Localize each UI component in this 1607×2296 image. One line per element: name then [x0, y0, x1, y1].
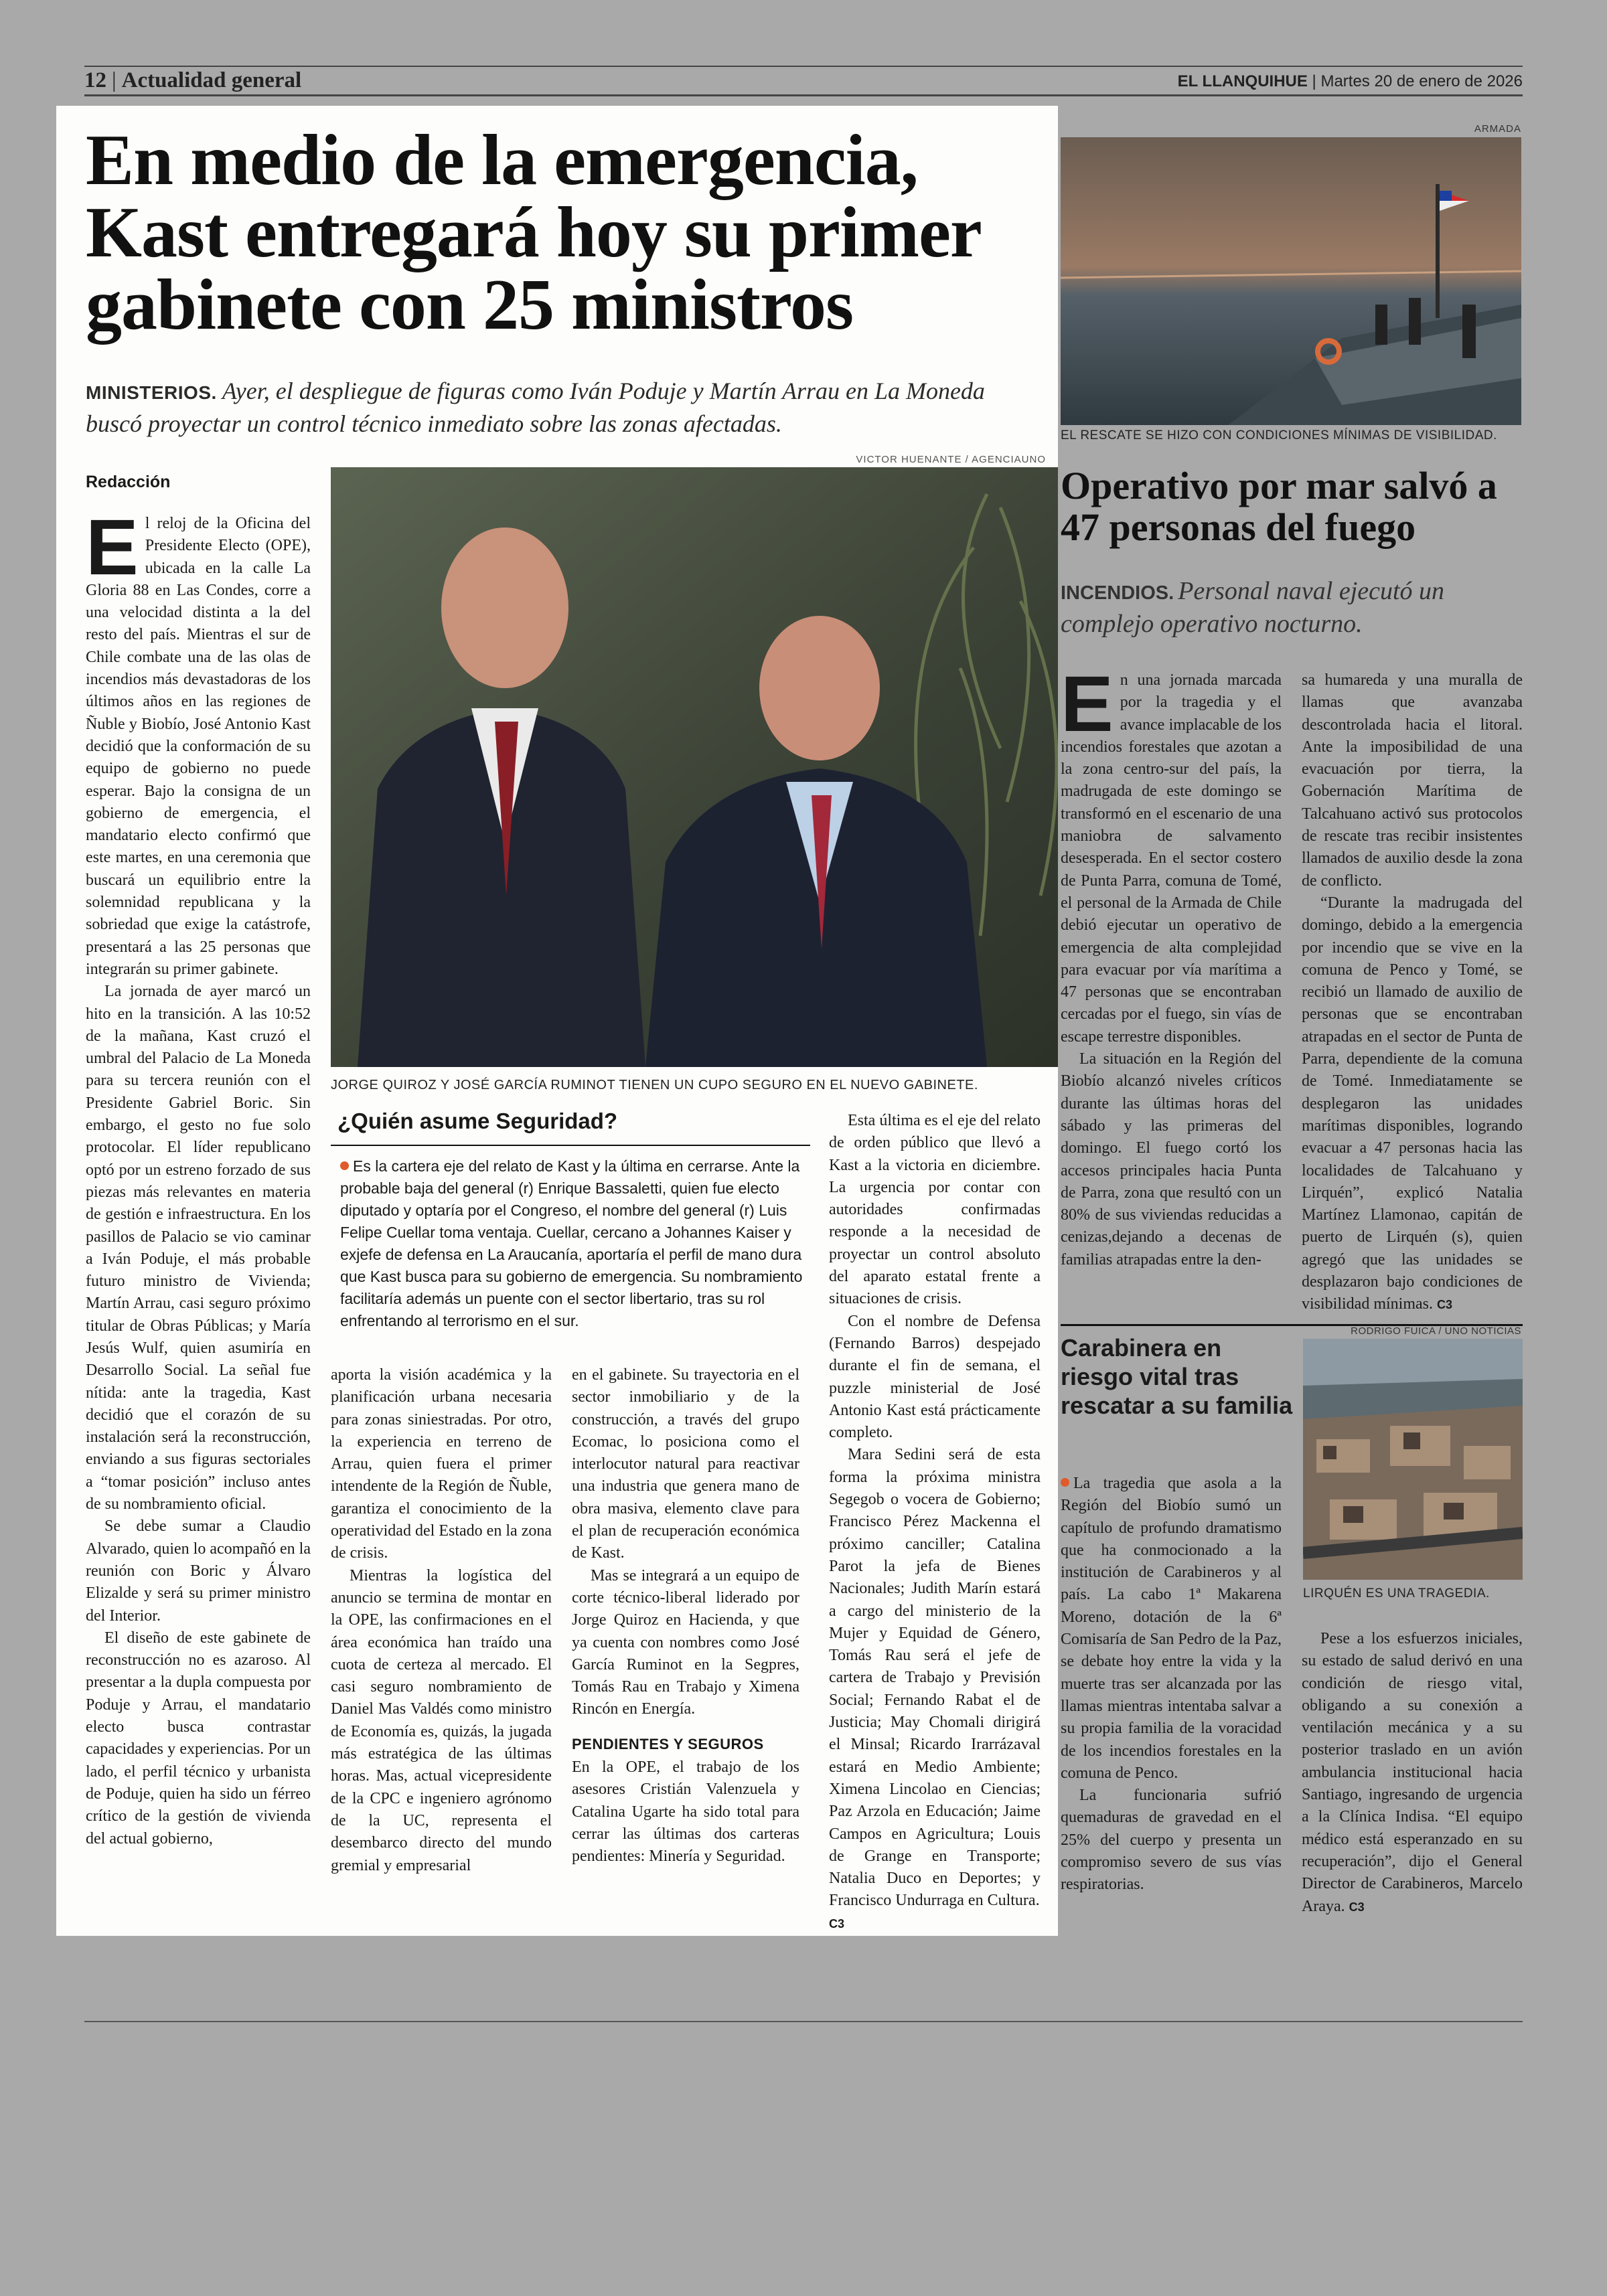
deck-text: Ayer, el despliegue de figuras como Iván Poduje y Martín Arrau en La Moneda buscó proyectar un control técnico inmediato sobre las zonas afectadas. — [86, 378, 985, 437]
brief-photo-credit: RODRIGO FUICA / UNO NOTICIAS — [1351, 1325, 1521, 1337]
article-column-1 — [86, 503, 311, 1850]
side-deck — [1061, 576, 1523, 639]
paper-date: EL LLANQUIHUE | Martes 20 de enero de 2026 — [1177, 72, 1523, 90]
paragraph: aporta la visión académica y la planificación urbana necesaria para zonas siniestradas. Por otro, la experiencia en terreno de Arrau, quien fuera el primer intendente de la Región de Ñuble, garantiza el conocimiento de la operatividad del Estado en la zona de crisis. — [331, 1366, 552, 1562]
issue-date: Martes 20 de enero de 2026 — [1320, 72, 1523, 90]
paragraph: en el gabinete. Su trayectoria en el sector inmobiliario y de la construcción, a través del grupo Ecomac, lo posiciona como el interlocutor natural para reactivar una industria que genera mano de obra masiva, elemento clave para el plan de recuperación económica de Kast. — [572, 1366, 799, 1562]
side-column-1 — [1061, 660, 1282, 1271]
ministers-photo — [331, 467, 1058, 1067]
brief-column-1 — [1061, 1473, 1282, 1896]
lirquen-image — [1303, 1339, 1523, 1580]
paragraph: El diseño de este gabinete de reconstrucción no es azaroso. Al presentar a la dupla compuesta por Poduje y Arrau, el mandatario electo busca contrastar capacidades y experiencias. Por un lado, el perfil técnico y urbanista de Poduje, quien ha sido un férreo crítico de la gestión de vivienda del actual gobierno, — [86, 1629, 311, 1848]
byline: Redacción — [86, 473, 171, 491]
bullet-icon — [340, 1161, 349, 1170]
side-column-2 — [1302, 669, 1523, 1317]
side-photo-credit: ARMADA — [1474, 123, 1521, 135]
rescue-boat-image — [1061, 137, 1521, 425]
column-subhead: PENDIENTES Y SEGUROS — [572, 1735, 764, 1752]
main-article — [56, 106, 1058, 1936]
photo-credit: VICTOR HUENANTE / AGENCIAUNO — [856, 454, 1046, 465]
bullet-icon — [1061, 1478, 1069, 1487]
paragraph: La tragedia que asola a la Región del Biobío sumó un capítulo de profundo dramatismo que ha conmocionado a la institución de Carabineros y al país. La cabo 1ª Makarena Moreno, dotación de la 6ª Comisaría de San Pedro de la Paz, se debate hoy entre la vida y la muerte tras ser alcanzada por las llamas mientras intentaba salvar a su propia familia de la voracidad de los incendios forestales en la comuna de Penco. — [1061, 1475, 1282, 1782]
drop-cap: E — [86, 503, 139, 592]
brief-photo-caption: LIRQUÉN ES UNA TRAGEDIA. — [1303, 1586, 1490, 1601]
brief-headline: Carabinera en riesgo vital tras rescatar a su familia — [1061, 1334, 1293, 1419]
end-mark-icon: C3 — [829, 1916, 845, 1931]
article-deck — [86, 376, 1043, 439]
page-number: 12 — [84, 68, 106, 92]
paragraph: Con el nombre de Defensa (Fernando Barros) despejado durante el fin de semana, el puzzle ministerial de José Antonio Kast está prácticamente completo. — [829, 1312, 1041, 1442]
paragraph: Se debe sumar a Claudio Alvarado, quien lo acompañó en la reunión con Boric y Álvaro Elizalde y será su primer ministro del Interior. — [86, 1518, 311, 1625]
paragraph: La funcionaria sufrió quemaduras de gravedad en el 25% del cuerpo y presenta un compromiso severo de sus vías respiratorias. — [1061, 1787, 1282, 1894]
section-label: 12 | Actualidad general — [84, 68, 302, 92]
security-box — [331, 1103, 810, 1358]
side-deck-text: Personal naval ejecutó un complejo operativo nocturno. — [1061, 577, 1445, 638]
side-headline: Operativo por mar salvó a 47 personas del fuego — [1061, 464, 1497, 549]
paragraph: Mas se integrará a un equipo de corte técnico-liberal liderado por Jorge Quiroz en Hacienda, y que ya cuenta con nombres como José García Ruminot en la Segpres, Tomás Rau en Trabajo y Ximena Rincón en Energía. — [572, 1566, 799, 1718]
page-header — [84, 66, 1523, 96]
page-footer-rule — [84, 2021, 1523, 2022]
paragraph: La jornada de ayer marcó un hito en la transición. A las 10:52 de la mañana, Kast cruzó el umbral del Palacio de La Moneda para su tercera reunión con el Presidente Gabriel Boric. Sin embargo, el gesto no fue solo protocolar. El líder republicano optó por un estreno forzado de sus piezas más relevantes en materia de gestión e infraestructura. En los pasillos de Palacio se vio caminar a Iván Poduje, el más probable futuro ministro de Vivienda; Martín Arrau, casi seguro próximo titular de Obras Públicas; y María Jesús Wulf, quien asumiría en Desarrollo Social. La señal fue nítida: ante la tragedia, Kast decidió que el corazón de su instalación será la reconstrucción, enviando a sus figuras sectoriales a “tomar posición” incluso antes de su nombramiento oficial. — [86, 983, 311, 1513]
lirquen-photo — [1303, 1339, 1523, 1580]
side-photo-caption: EL RESCATE SE HIZO CON CONDICIONES MÍNIMAS DE VISIBILIDAD. — [1061, 428, 1497, 442]
paper-name: EL LLANQUIHUE — [1177, 72, 1308, 90]
side-deck-keyword: INCENDIOS. — [1061, 582, 1174, 604]
article-column-3 — [572, 1364, 799, 1868]
deck-keyword: MINISTERIOS. — [86, 382, 217, 403]
article-headline: En medio de la emergencia, Kast entregará hoy su primer gabinete con 25 ministros — [86, 120, 980, 345]
rescue-boat-photo — [1061, 137, 1521, 425]
paragraph: Pese a los esfuerzos iniciales, su estado de salud derivó en una condición de riesgo vital, obligando a su conexión a ventilación mecánica y a su posterior traslado en un avión ambulancia institucional hacia Santiago, ingresando de urgencia a la Clínica Indisa. “El equipo médico está esperanzado en su recuperación”, dijo el General Director de Carabineros, Marcelo Araya. C3 — [1302, 1630, 1523, 1915]
box-title: ¿Quién asume Seguridad? — [331, 1103, 810, 1146]
paragraph: En una jornada marcada por la tragedia y el avance implacable de los incendios forestales que azotan a la zona centro-sur del país, la madrugada de este domingo se transformó en el escenario de una maniobra de salvamento desesperada. En el sector costero de Punta Parra, comuna de Tomé, el personal de la Armada de Chile debió ejecutar un operativo de emergencia de alta complejidad para evacuar por vía marítima a 47 personas que se encontraban cercadas por el fuego, sin vías de escape terrestre disponibles. — [1061, 660, 1282, 1046]
ministers-photo-image — [331, 467, 1058, 1067]
paragraph: Mara Sedini será de esta forma la próxima ministra Segegob o vocera de Gobierno; Francisco Pérez Mackenna el próximo canciller; Catalina Parot la jefa de Bienes Nacionales; Judith Marín estará a cargo del ministerio de la Mujer y Equidad de Género, Tomás Rau será el jefe de cartera de Trabajo y Previsión Social; Fernando Rabat el de Justicia; May Chomali dirigirá el Minsal; Ricardo Irarrázaval estará en Medio Ambiente; Ximena Lincolao en Ciencias; Paz Arzola en Educación; Jaime Campos en Agricultura; Louis de Grange en Transporte; Natalia Duco en Deportes; y Francisco Undurraga en Cultura. — [829, 1446, 1041, 1910]
end-mark-icon: C3 — [1349, 1900, 1365, 1914]
paragraph: El reloj de la Oficina del Presidente Electo (OPE), ubicada en la calle La Gloria 88 en Las Condes, corre a una velocidad distinta a la del resto del país. Mientras el sur de Chile combate una de las olas de incendios más devastadoras de los últimos años en las regiones de Ñuble y Biobío, José Antonio Kast decidió que la conformación de su equipo de gobierno no puede esperar. Bajo la consigna de un gobierno de emergencia, el mandatario electo confirmó que este martes, en una ceremonia que buscará un equilibrio entre la solemnidad republicana y la sobriedad que exige la catástrofe, presentará a las 25 personas que integrarán su primer gabinete. — [86, 503, 311, 978]
paragraph: La situación en la Región del Biobío alcanzó niveles críticos durante las últimas horas del sábado y las primeras del domingo. El fuego cortó los accesos principales hacia Punta de Parra, zona que resultó con un 80% de sus viviendas reducidas a cenizas,dejando a decenas de familias atrapadas entre la den- — [1061, 1050, 1282, 1268]
article-column-4 — [829, 1110, 1041, 1935]
drop-cap: E — [1061, 660, 1114, 748]
paragraph: Mientras la logística del anuncio se termina de montar en la OPE, las confirmaciones en el área económica han traído una cuota de certeza al mercado. El casi seguro nombramiento de Daniel Mas Valdés como ministro de Economía es, quizás, la jugada más estratégica de las últimas horas. Mas, actual vicepresidente de la CPC e ingeniero agrónomo de la UC, representa el desembarco directo del mundo gremial y empresarial — [331, 1566, 552, 1874]
paragraph: “Durante la madrugada del domingo, debido a la emergencia por incendio que se vive en la comuna de Penco y Tomé, se recibió un llamado de auxilio de personas que se encontraban atrapadas en el sector de Punta de Parra, dependiente de la comuna de Tomé. Inmediatamente se desplegaron las unidades marítimas disponibles, logrando evacuar a 47 personas hacia las localidades de Talcahuano y Lirquén”, explicó Natalia Martínez Llamonao, capitán de puerto de Lirquén (s), quien agregó que las unidades se desplazaron bajo condiciones de visibilidad mínimas. C3 — [1302, 894, 1523, 1313]
box-text: Es la cartera eje del relato de Kast y la última en cerrarse. Ante la probable baja del general (r) Enrique Bassaletti, quien fue electo diputado y optaría por el Congreso, el nombre del general (r) Luis Felipe Cuellar toma ventaja. Cuellar, cercano a Johannes Kaiser y exjefe de defensa en La Araucanía, aportaría el perfil de mano dura que Kast busca para su gobierno de emergencia. Su nombramiento facilitaría además un puente con el sector libertario, tras su rol enfrentando al terrorismo en el sur. — [340, 1157, 803, 1329]
article-column-2 — [331, 1364, 552, 1877]
paragraph: sa humareda y una muralla de llamas que avanzaba descontrolada hacia el litoral. Ante la imposibilidad de una evacuación por tierra, la Gobernación Marítima de Talcahuano activó sus protocolos de rescate tras recibir insistentes llamados de auxilio desde la zona de conflicto. — [1302, 671, 1523, 890]
paragraph: Esta última es el eje del relato de orden público que llevó a Kast a la victoria en diciembre. La urgencia por contar con autoridades confirmadas responde a la necesidad de proyectar un control absoluto del aparato estatal frente a situaciones de crisis. — [829, 1112, 1041, 1308]
photo-caption: JORGE QUIROZ Y JOSÉ GARCÍA RUMINOT TIENEN UN CUPO SEGURO EN EL NUEVO GABINETE. — [331, 1078, 978, 1092]
section-name: Actualidad general — [121, 68, 302, 92]
paragraph: En la OPE, el trabajo de los asesores Cristián Valenzuela y Catalina Ugarte ha sido total para cerrar las últimas dos carteras pendientes: Minería y Seguridad. — [572, 1758, 799, 1866]
brief-column-2 — [1302, 1628, 1523, 1918]
end-mark-icon: C3 — [1437, 1298, 1453, 1312]
